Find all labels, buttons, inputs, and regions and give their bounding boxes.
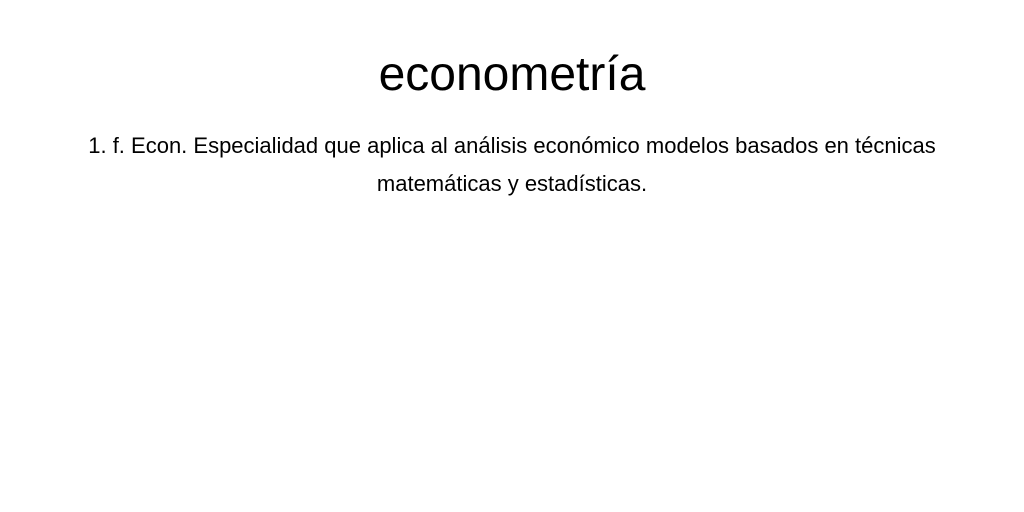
entry-term: econometría	[378, 48, 646, 101]
entry-definition: 1. f. Econ. Especialidad que aplica al análisis económico modelos basados en técnicas matemáticas y estadísticas.	[88, 133, 936, 196]
